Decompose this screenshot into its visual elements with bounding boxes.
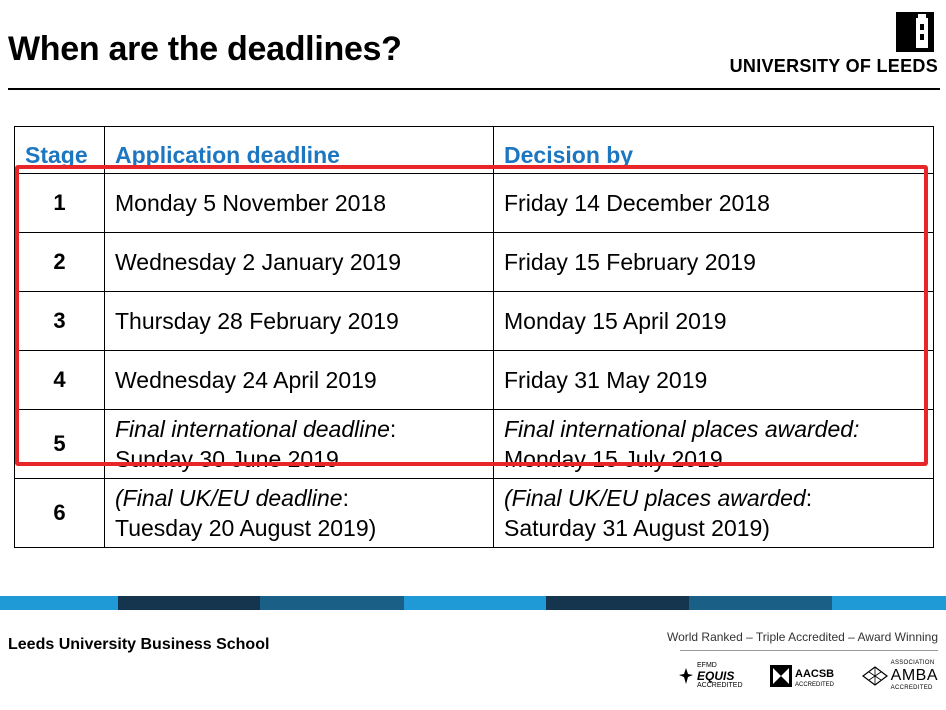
table-row: [15, 174, 934, 233]
table-row: [15, 292, 934, 351]
stage-cell: 4: [15, 351, 105, 410]
equis-sub-text: ACCREDITED: [697, 682, 743, 689]
university-logo: [718, 12, 938, 80]
stage-cell: 6: [15, 479, 105, 548]
deadline-cell: Thursday 28 February 2019: [105, 292, 494, 351]
stage-cell: 3: [15, 292, 105, 351]
decision-cell: [494, 410, 934, 479]
footer-school-name: Leeds University Business School: [8, 636, 270, 653]
aacsb-logo: [770, 664, 834, 689]
decision-cell: Monday 15 April 2019: [494, 292, 934, 351]
deadline-cell: [105, 479, 494, 548]
deadline-cell: Wednesday 24 April 2019: [105, 351, 494, 410]
decision-date: Saturday 31 August 2019): [504, 515, 770, 541]
table-row: [15, 233, 934, 292]
aacsb-sub-text: ACCREDITED: [795, 681, 835, 688]
deadline-label: (Final UK/EU deadline: [115, 485, 343, 511]
decision-cell: Friday 14 December 2018: [494, 174, 934, 233]
decision-cell: [494, 479, 934, 548]
header-stage: Stage: [15, 127, 105, 174]
slide-title: When are the deadlines?: [8, 30, 402, 68]
decision-date: Monday 15 July 2019: [504, 446, 723, 472]
decision-cell: Friday 31 May 2019: [494, 351, 934, 410]
equis-logo: [678, 662, 743, 690]
equis-top-text: EFMD: [697, 662, 717, 669]
deadline-label-suffix: :: [389, 416, 397, 442]
stripe-segment: [0, 596, 118, 610]
stripe-segment: [689, 596, 832, 610]
decision-label: (Final UK/EU places awarded: [504, 485, 806, 511]
deadline-label: Final international deadline: [115, 416, 390, 442]
stripe-segment: [546, 596, 689, 610]
decision-label: Final international places awarded:: [504, 416, 860, 442]
deadline-cell: Wednesday 2 January 2019: [105, 233, 494, 292]
university-logo-text: UNIVERSITY OF LEEDS: [729, 56, 938, 76]
deadline-date: Tuesday 20 August 2019): [115, 515, 377, 541]
stripe-segment: [404, 596, 546, 610]
amba-top-text: ASSOCIATION: [890, 660, 935, 666]
equis-text: EQUIS: [697, 669, 735, 683]
footer-divider: [680, 650, 938, 651]
table-header-row: [15, 127, 934, 174]
deadline-cell: [105, 410, 494, 479]
header-decision-by: Decision by: [494, 127, 934, 174]
footer-tagline: World Ranked – Triple Accredited – Award Winning: [666, 630, 938, 644]
stripe-segment: [118, 596, 260, 610]
stage-cell: 2: [15, 233, 105, 292]
amba-sub-text: ACCREDITED: [890, 685, 933, 691]
deadlines-table: [14, 126, 934, 548]
table-row: [15, 410, 934, 479]
stripe-segment: [832, 596, 946, 610]
aacsb-text: AACSB: [795, 667, 835, 680]
deadline-label-suffix: :: [342, 485, 349, 511]
amba-text: AMBA: [890, 667, 938, 684]
university-crest-icon: [896, 12, 934, 52]
accreditation-logos: [678, 658, 938, 694]
table-row: [15, 351, 934, 410]
decision-label-suffix: :: [805, 485, 813, 511]
title-divider: [8, 88, 940, 90]
table-row: [15, 479, 934, 548]
equis-star-icon: [678, 667, 694, 685]
amba-logo: [862, 660, 938, 692]
amba-diamond-icon: [862, 666, 888, 686]
deadline-cell: Monday 5 November 2018: [105, 174, 494, 233]
deadline-date: Sunday 30 June 2019: [115, 446, 339, 472]
stage-cell: 1: [15, 174, 105, 233]
footer-stripe: [0, 596, 946, 610]
header-application-deadline: Application deadline: [105, 127, 494, 174]
aacsb-mark-icon: [770, 665, 792, 687]
decision-cell: Friday 15 February 2019: [494, 233, 934, 292]
stage-cell: 5: [15, 410, 105, 479]
stripe-segment: [260, 596, 404, 610]
